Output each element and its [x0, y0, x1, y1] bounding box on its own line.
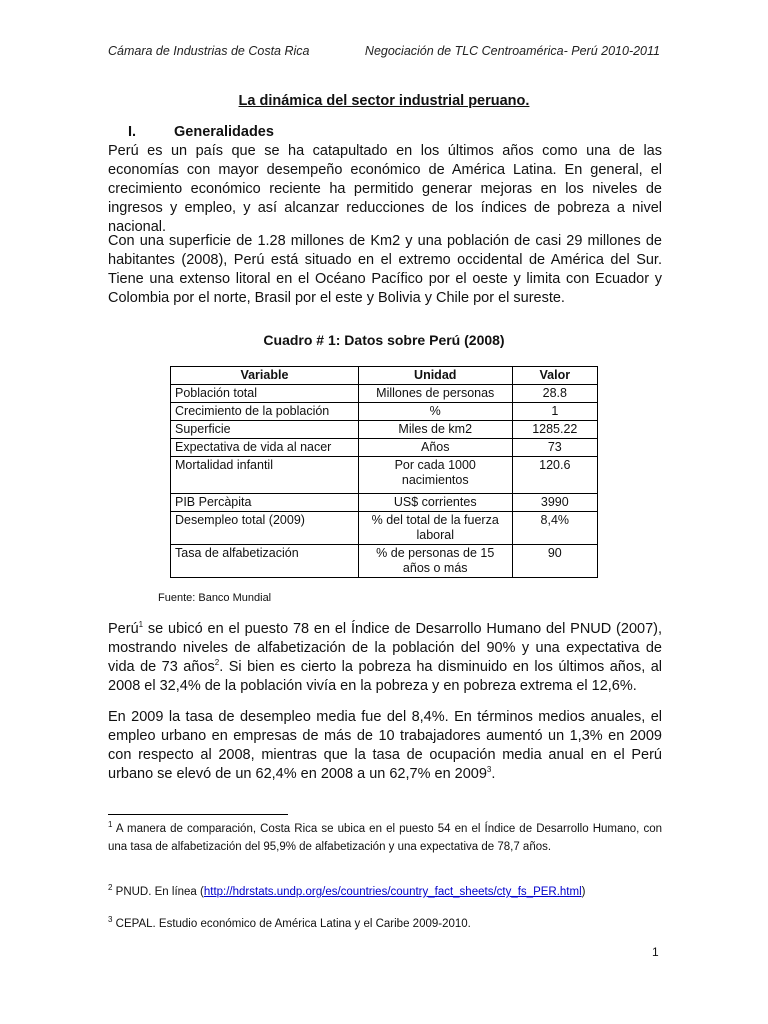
table-row	[171, 457, 598, 494]
section-heading	[128, 124, 274, 140]
cell-variable: Población total	[171, 385, 359, 403]
cell-unidad: Años	[358, 439, 512, 457]
cell-unidad: Miles de km2	[358, 421, 512, 439]
cell-valor: 8,4%	[512, 512, 597, 545]
cell-unidad: Por cada 1000 nacimientos	[358, 457, 512, 494]
footnote-1-text: A manera de comparación, Costa Rica se ubica en el puesto 54 en el Índice de Desarrollo Humano, con una tasa de alfabetización del 95,9% de alfabetización y una expectativa de 78,7 años.	[108, 823, 662, 853]
column-header-variable: Variable	[171, 367, 359, 385]
cell-variable: Desempleo total (2009)	[171, 512, 359, 545]
running-header	[108, 44, 660, 58]
paragraph-4	[108, 708, 662, 784]
table-row	[171, 494, 598, 512]
cell-variable: Mortalidad infantil	[171, 457, 359, 494]
cell-valor: 90	[512, 545, 597, 578]
table-source: Fuente: Banco Mundial	[158, 592, 272, 604]
footnote-ref-3[interactable]: 3	[486, 765, 492, 775]
header-left: Cámara de Industrias de Costa Rica	[108, 44, 310, 58]
footnote-mark-2: 2	[108, 883, 113, 893]
paragraph-4-text-a: En 2009 la tasa de desempleo media fue del 8,4%. En términos medios anuales, el empleo urbano en empresas de más de 10 trabajadores aumentó un 1,3% en 2009 con respecto al 2008, mientras que la tasa de ocupación media anual en el Perú urbano se elevó de un 62,4% en 2008 a un 62,7% en 2009	[108, 709, 662, 782]
cell-valor: 73	[512, 439, 597, 457]
table-caption: Cuadro # 1: Datos sobre Perú (2008)	[263, 332, 505, 348]
cell-variable: Crecimiento de la población	[171, 403, 359, 421]
footnote-mark-3: 3	[108, 915, 113, 925]
table-row	[171, 403, 598, 421]
cell-variable: Tasa de alfabetización	[171, 545, 359, 578]
footnote-1	[108, 820, 662, 856]
table-row	[171, 385, 598, 403]
cell-valor: 28.8	[512, 385, 597, 403]
footnote-2	[108, 883, 662, 901]
cell-unidad: %	[358, 403, 512, 421]
table-row	[171, 545, 598, 578]
paragraph-1: Perú es un país que se ha catapultado en los últimos años como una de las economías con mayor desempeño económico de América Latina. En general, el crecimiento económico reciente ha permitido generar mejoras en los niveles de ingresos y empleo, y así alcanzar reducciones de los índices de pobreza a nivel nacional.	[108, 143, 662, 235]
cell-unidad: % de personas de 15 años o más	[358, 545, 512, 578]
table-header-row	[171, 367, 598, 385]
header-right: Negociación de TLC Centroamérica- Perú 2010-2011	[364, 44, 660, 58]
footnote-2-text-end: )	[581, 886, 586, 898]
paragraph-3-text-b: se ubicó en el puesto 78 en el Índice de Desarrollo Humano del PNUD (2007), mostrando niveles de alfabetización de la población del 90% y una expectativa de vida de 73 años	[108, 621, 662, 675]
footnote-ref-2[interactable]: 2	[214, 658, 220, 668]
paragraph-4-text-b: .	[491, 766, 496, 782]
page-number: 1	[652, 945, 659, 959]
cell-variable: Superficie	[171, 421, 359, 439]
table-row	[171, 421, 598, 439]
footnote-mark-1: 1	[108, 820, 113, 830]
column-header-valor: Valor	[512, 367, 597, 385]
cell-unidad: US$ corrientes	[358, 494, 512, 512]
cell-unidad: % del total de la fuerza laboral	[358, 512, 512, 545]
cell-variable: Expectativa de vida al nacer	[171, 439, 359, 457]
paragraph-3-text-a: Perú	[108, 621, 139, 637]
cell-valor: 1285.22	[512, 421, 597, 439]
section-title: Generalidades	[174, 124, 274, 140]
cell-variable: PIB Percàpita	[171, 494, 359, 512]
section-number: I.	[128, 124, 137, 140]
table-row	[171, 439, 598, 457]
paragraph-2: Con una superficie de 1.28 millones de Km2 y una población de casi 29 millones de habitantes (2008), Perú está situado en el extremo occidental de América del Sur. Tiene una extenso litoral en el Océano Pacífico por el oeste y limita con Ecuador y Colombia por el norte, Brasil por el este y Bolivia y Chile por el sureste.	[108, 233, 662, 306]
document-title: La dinámica del sector industrial peruano.	[238, 93, 530, 109]
paragraph-3	[108, 620, 662, 696]
cell-valor: 3990	[512, 494, 597, 512]
footnote-ref-1[interactable]: 1	[138, 620, 144, 630]
footnote-3	[108, 915, 662, 933]
data-table	[170, 366, 598, 578]
paragraph-3-text-c: . Si bien es cierto la pobreza ha disminuido en los últimos años, al 2008 el 32,4% de la población vivía en la pobreza y en pobreza extrema el 12,6%.	[108, 659, 662, 694]
footnote-separator	[108, 814, 288, 815]
footnote-3-text: CEPAL. Estudio económico de América Latina y el Caribe 2009-2010.	[112, 918, 471, 930]
cell-unidad: Millones de personas	[358, 385, 512, 403]
cell-valor: 120.6	[512, 457, 597, 494]
column-header-unidad: Unidad	[358, 367, 512, 385]
table-row	[171, 512, 598, 545]
cell-valor: 1	[512, 403, 597, 421]
footnote-2-link[interactable]: http://hdrstats.undp.org/es/countries/country_fact_sheets/cty_fs_PER.html	[203, 886, 582, 898]
footnote-2-text: PNUD. En línea (	[112, 886, 204, 898]
